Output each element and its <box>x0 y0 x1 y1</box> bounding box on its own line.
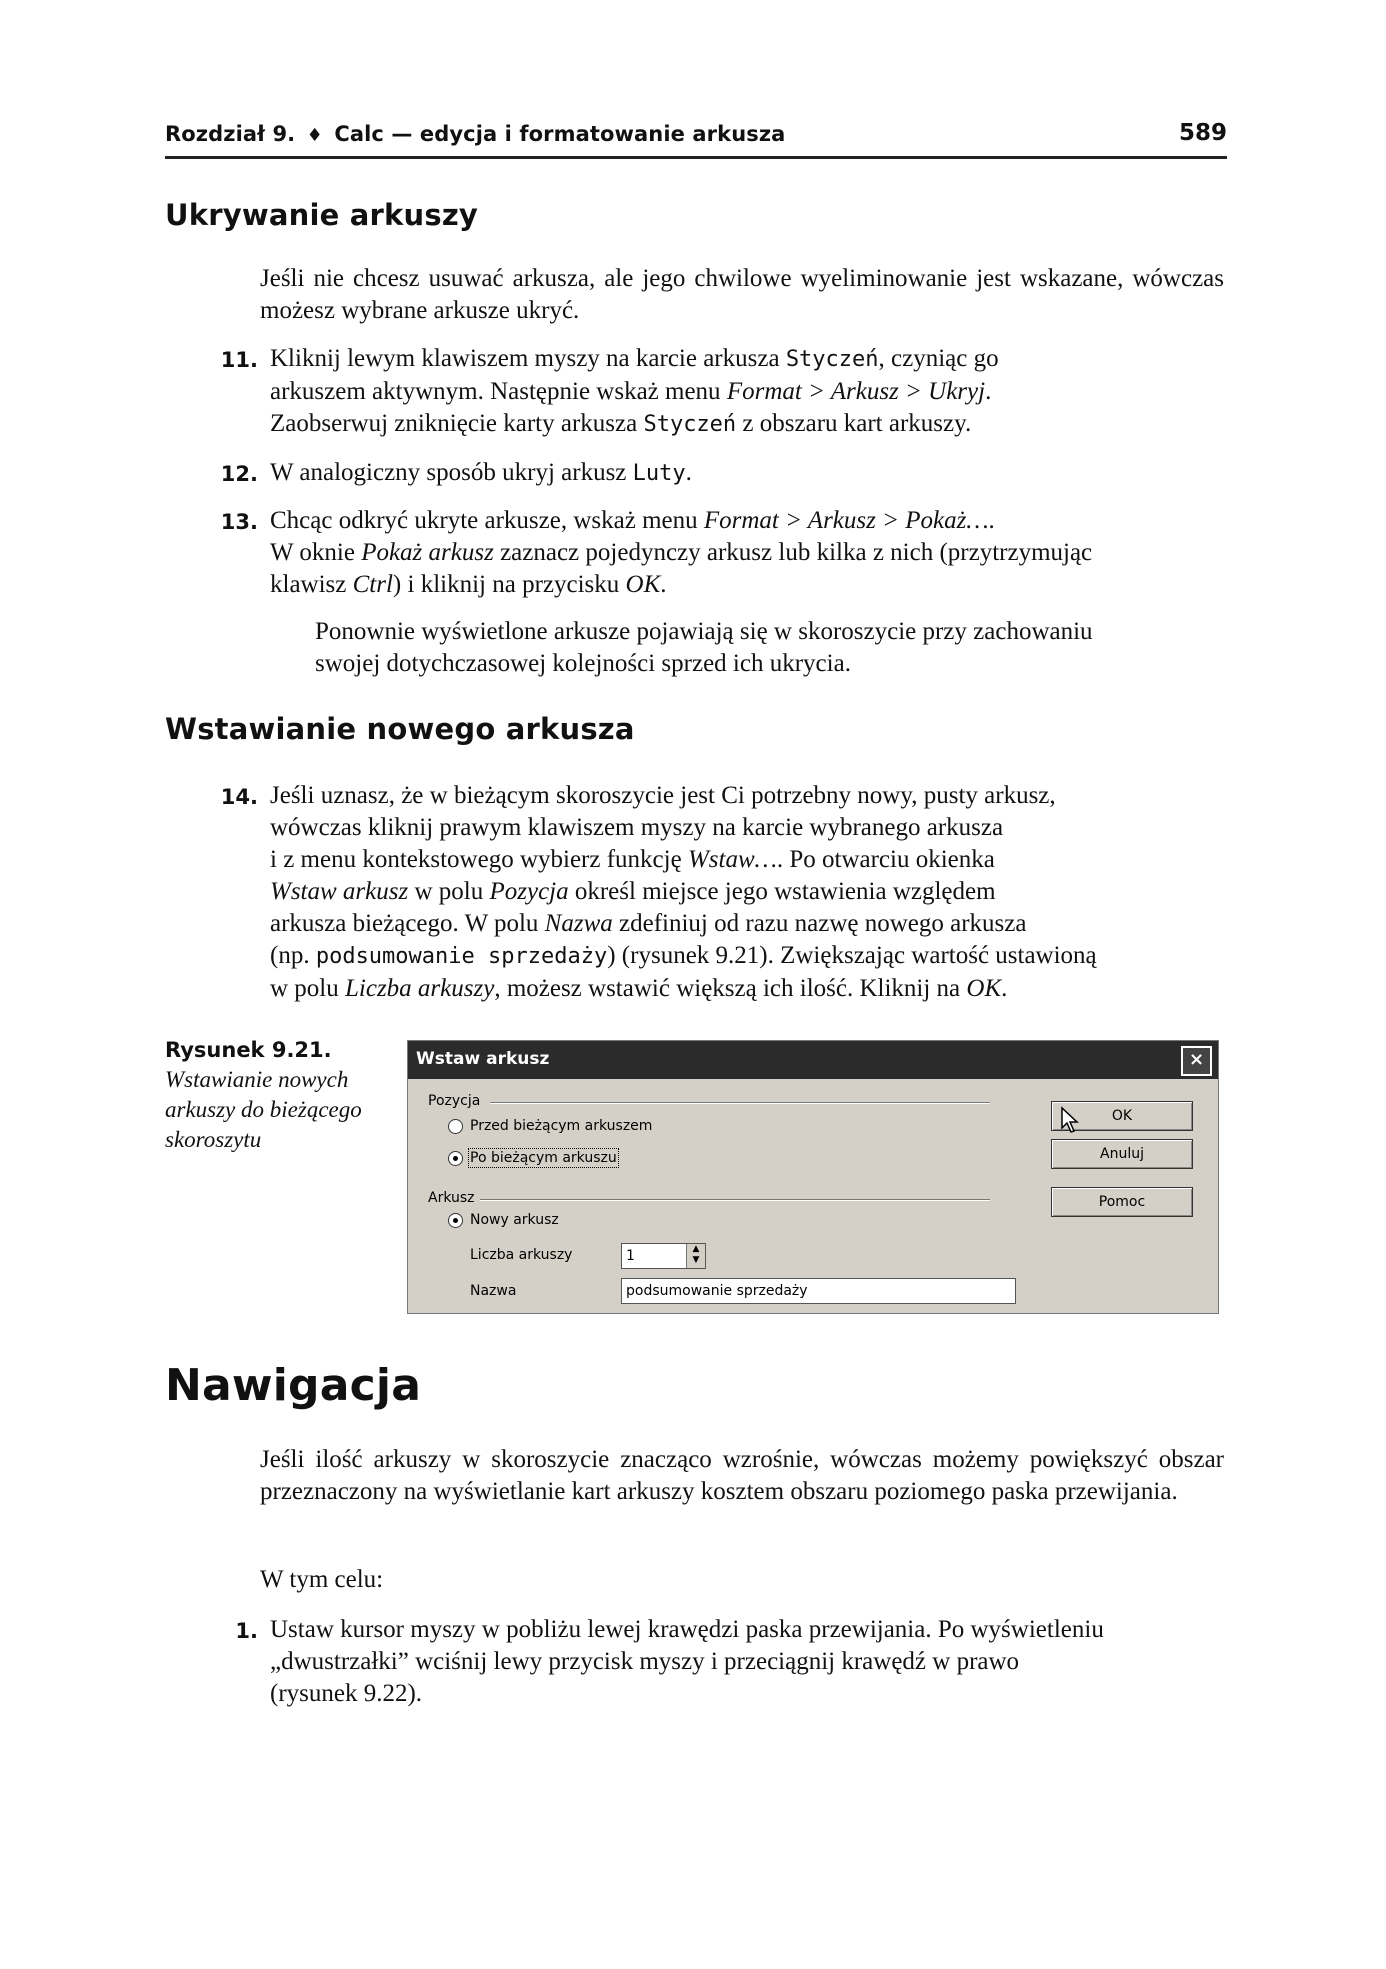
figure-description <box>165 1065 400 1155</box>
sheet-name-code: Styczeń <box>643 412 737 437</box>
radio-new-sheet[interactable] <box>448 1213 463 1228</box>
text-run: w polu <box>408 878 490 905</box>
chapter-lead: W tym celu: <box>260 1566 384 1593</box>
step-number: 1. <box>235 1619 258 1643</box>
step-text <box>270 505 1092 601</box>
spinner-icon[interactable]: ▲ ▼ <box>686 1244 705 1268</box>
dialog-name: Pokaż arkusz <box>361 539 494 566</box>
dialog-title: Wstaw arkusz <box>416 1049 550 1069</box>
step-number: 13. <box>220 510 258 534</box>
sheet-name-input[interactable] <box>621 1278 1016 1304</box>
caption-line: arkuszy do bieżącego <box>165 1097 362 1122</box>
text-run: ) i kliknij na przycisku <box>392 571 626 598</box>
caption-line: Wstawianie nowych <box>165 1067 349 1092</box>
cancel-button[interactable]: Anuluj <box>1051 1139 1193 1169</box>
text-run: . <box>685 459 692 486</box>
sheet-count-label: Liczba arkuszy <box>470 1247 573 1263</box>
text-run: . <box>660 571 667 598</box>
header-chapter-title <box>165 122 785 146</box>
mouse-pointer-icon <box>1060 1106 1082 1134</box>
text-line: wówczas kliknij prawym klawiszem myszy na karcie wybranego arkusza <box>270 814 1004 841</box>
text-line: (rysunek 9.22). <box>270 1680 423 1707</box>
page-number: 589 <box>1178 120 1227 146</box>
text-run: . <box>1001 975 1008 1002</box>
sheet-name-code: Luty <box>632 461 686 486</box>
text-run: W oknie <box>270 539 362 566</box>
diamond-icon: ♦ <box>306 125 323 146</box>
header-chapter: Rozdział 9. <box>165 122 296 146</box>
sheet-count-input[interactable] <box>621 1243 706 1269</box>
chapter-heading: Nawigacja <box>165 1360 422 1411</box>
key-name: Ctrl <box>352 571 393 598</box>
text-run: (np. <box>270 942 316 969</box>
text-line: „dwustrzałki” wciśnij lewy przycisk myszy i przeciągnij krawędź w prawo <box>270 1648 1020 1675</box>
header-title: Calc — edycja i formatowanie arkusza <box>334 122 786 146</box>
text-run: W analogiczny sposób ukryj arkusz <box>270 459 633 486</box>
text-run: klawisz <box>270 571 353 598</box>
step-number: 14. <box>220 785 258 809</box>
button-name: OK <box>966 975 1002 1002</box>
figure-caption <box>165 1035 400 1155</box>
radio-after-current[interactable] <box>448 1151 463 1166</box>
sheet-count-value: 1 <box>626 1248 635 1264</box>
text-run: . Po otwarciu okienka <box>776 846 995 873</box>
sheet-name-code: Styczeń <box>785 347 879 372</box>
menu-path: Format > Arkusz > Ukryj <box>726 378 986 405</box>
dialog-titlebar <box>408 1041 1218 1079</box>
radio-before-current[interactable] <box>448 1119 463 1134</box>
sheet-name-label: Nazwa <box>470 1283 517 1299</box>
dialog-name: Wstaw arkusz <box>270 878 409 905</box>
step-text <box>270 780 1097 1005</box>
section1-intro: Jeśli nie chcesz usuwać arkusza, ale jego chwilowe wyeliminowanie jest wskazane, wówczas możesz wybrane arkusze ukryć. <box>260 265 1224 324</box>
radio-after-label: Po bieżącym arkuszu <box>470 1150 617 1166</box>
button-name: OK <box>625 571 661 598</box>
text-run: określ miejsce jego wstawienia względem <box>568 878 996 905</box>
section-heading-insert: Wstawianie nowego arkusza <box>165 712 635 746</box>
group-label-sheet: Arkusz <box>428 1190 475 1206</box>
sheet-name-code: podsumowanie sprzedaży <box>315 944 608 969</box>
text-run: i z menu kontekstowego wybierz funkcję <box>270 846 688 873</box>
function-name: Wstaw… <box>687 846 777 873</box>
text-run: arkusza bieżącego. W polu <box>270 910 545 937</box>
figure-label: Rysunek 9.21. <box>165 1038 332 1062</box>
text-run: . <box>985 378 992 405</box>
close-icon[interactable]: × <box>1181 1046 1212 1076</box>
text-run: , możesz wstawić większą ich ilość. Kliknij na <box>494 975 967 1002</box>
text-run: Zaobserwuj zniknięcie karty arkusza <box>270 410 644 437</box>
step-text <box>270 1614 1104 1710</box>
step-number: 12. <box>220 462 258 486</box>
group-label-position: Pozycja <box>428 1093 481 1109</box>
text-run: w polu <box>270 975 345 1002</box>
radio-new-label: Nowy arkusz <box>470 1212 559 1228</box>
section1-note <box>315 616 1227 680</box>
note-line: Ponownie wyświetlone arkusze pojawiają się w skoroszycie przy zachowaniu <box>315 618 1093 645</box>
text-run: z obszaru kart arkuszy. <box>736 410 972 437</box>
text-run: arkuszem aktywnym. Następnie wskaż menu <box>270 378 727 405</box>
text-run: zdefiniuj od razu nazwę nowego arkusza <box>612 910 1027 937</box>
step-number: 11. <box>220 348 258 372</box>
sheet-name-value: podsumowanie sprzedaży <box>626 1283 808 1299</box>
insert-sheet-dialog <box>407 1040 1219 1314</box>
text-line: Jeśli uznasz, że w bieżącym skoroszycie jest Ci potrzebny nowy, pusty arkusz, <box>270 782 1056 809</box>
text-run: ) (rysunek 9.21). Zwiększając wartość ustawioną <box>607 942 1097 969</box>
chapter-intro: Jeśli ilość arkuszy w skoroszycie znacząco wzrośnie, wówczas możemy powiększyć obszar przeznaczony na wyświetlanie kart arkuszy kosztem obszaru poziomego paska przewijania. <box>260 1446 1224 1505</box>
menu-path: Format > Arkusz > Pokaż… <box>703 507 989 534</box>
text-run: , czyniąc go <box>878 345 999 372</box>
caption-line: skoroszytu <box>165 1127 262 1152</box>
section-heading-hiding: Ukrywanie arkuszy <box>165 198 478 232</box>
running-header <box>165 118 1227 159</box>
group-divider <box>490 1102 990 1104</box>
text-line: Ustaw kursor myszy w pobliżu lewej krawędzi paska przewijania. Po wyświetleniu <box>270 1616 1104 1643</box>
text-run: zaznacz pojedynczy arkusz lub kilka z nich (przytrzymując <box>493 539 1093 566</box>
note-line: swojej dotychczasowej kolejności sprzed ich ukrycia. <box>315 650 851 677</box>
text-run: . <box>988 507 995 534</box>
field-name: Liczba arkuszy <box>345 975 495 1002</box>
field-name: Nazwa <box>544 910 613 937</box>
step-text <box>270 343 999 441</box>
step-text <box>270 457 692 490</box>
field-name: Pozycja <box>489 878 569 905</box>
group-divider <box>480 1199 990 1201</box>
help-button[interactable]: Pomoc <box>1051 1187 1193 1217</box>
ok-button[interactable]: OK <box>1051 1101 1193 1131</box>
text-run: Kliknij lewym klawiszem myszy na karcie arkusza <box>270 345 786 372</box>
radio-before-label: Przed bieżącym arkuszem <box>470 1118 653 1134</box>
text-run: Chcąc odkryć ukryte arkusze, wskaż menu <box>270 507 704 534</box>
